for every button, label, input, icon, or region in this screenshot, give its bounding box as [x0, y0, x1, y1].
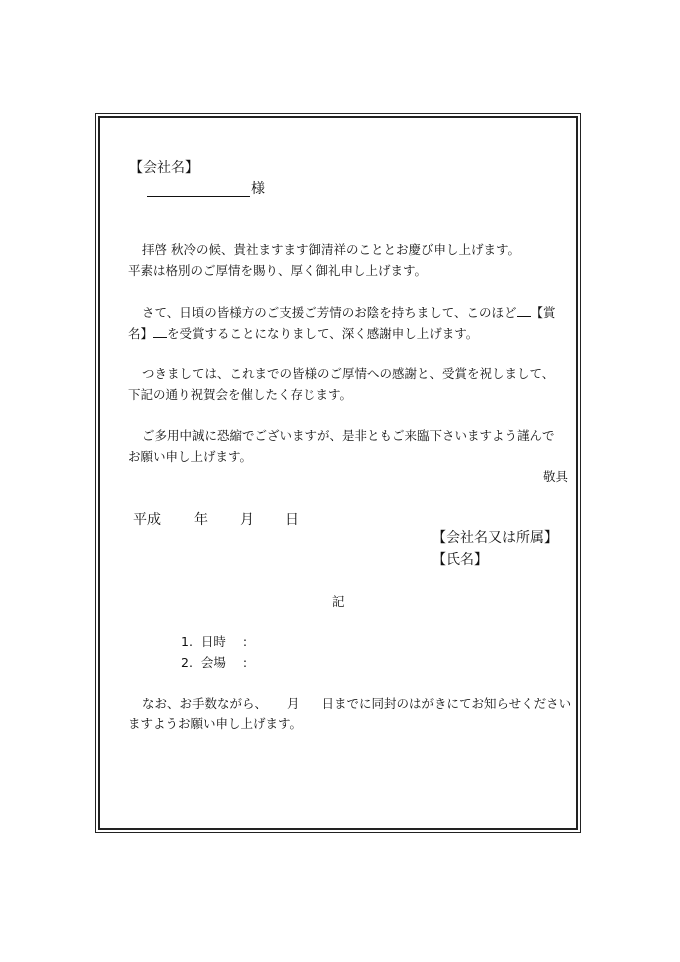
- recipient-name-blank: [147, 182, 250, 197]
- award-line-1: [142, 304, 556, 321]
- sender-name: 【氏名】: [432, 552, 488, 568]
- award-blank-1: [517, 304, 531, 317]
- greeting-line-2: 平素は格別のご厚情を賜り、厚く御礼申し上げます。: [128, 263, 428, 278]
- greeting-line-1: 拝啓 秋冷の候、貴社ますます御清祥のこととお慶び申し上げます。: [142, 242, 520, 257]
- award-line-2: [128, 325, 478, 342]
- invitation-line-1: つきましては、これまでの皆様のご厚情への感謝と、受賞を祝しまして、: [142, 366, 555, 381]
- item-1: [181, 634, 247, 650]
- invitation-line-2: 下記の通り祝賀会を催したく存じます。: [128, 387, 353, 402]
- recipient-honorific: 様: [251, 181, 265, 197]
- award-blank-2: [153, 325, 167, 338]
- request-line-1: ご多用中誠に恐縮でございますが、是非ともご来臨下さいますよう謹んで: [142, 428, 555, 443]
- footer-line-1-a: なお、お手数ながら、: [142, 696, 268, 711]
- date-day: 日: [285, 512, 299, 528]
- recipient-line: [147, 181, 265, 197]
- item-2: [181, 655, 247, 671]
- footer-line-2: ますようお願い申し上げます。: [128, 716, 303, 731]
- footer-line-1: [142, 696, 571, 712]
- award-line-1-text: さて、日頃の皆様方のご支援ご芳情のお陰を持ちまして、このほど: [142, 305, 517, 320]
- notes-heading: 記: [332, 594, 345, 609]
- award-line-1-bracket: 【賞: [530, 305, 556, 320]
- sender-company: 【会社名又は所属】: [432, 530, 558, 546]
- request-line-2: お願い申し上げます。: [128, 449, 253, 464]
- item-2-separator: :: [242, 655, 248, 670]
- footer-line-1-c: 日までに同封のはがきにてお知らせください: [321, 696, 572, 711]
- award-line-2-bracket: 名】: [128, 326, 154, 341]
- recipient-company: 【会社名】: [129, 160, 199, 176]
- item-2-label: 会場: [200, 655, 226, 670]
- item-1-number: 1.: [181, 634, 193, 649]
- footer-line-1-month: 月: [287, 696, 300, 711]
- item-1-label: 日時: [200, 634, 226, 649]
- item-1-separator: :: [242, 634, 248, 649]
- closing-word: 敬具: [543, 469, 569, 484]
- award-line-2-text: を受賞することになりまして、深く感謝申し上げます。: [167, 326, 479, 341]
- date-year: 年: [194, 512, 208, 528]
- item-2-number: 2.: [181, 655, 193, 670]
- date-era: 平成: [133, 512, 161, 528]
- date-month: 月: [240, 512, 254, 528]
